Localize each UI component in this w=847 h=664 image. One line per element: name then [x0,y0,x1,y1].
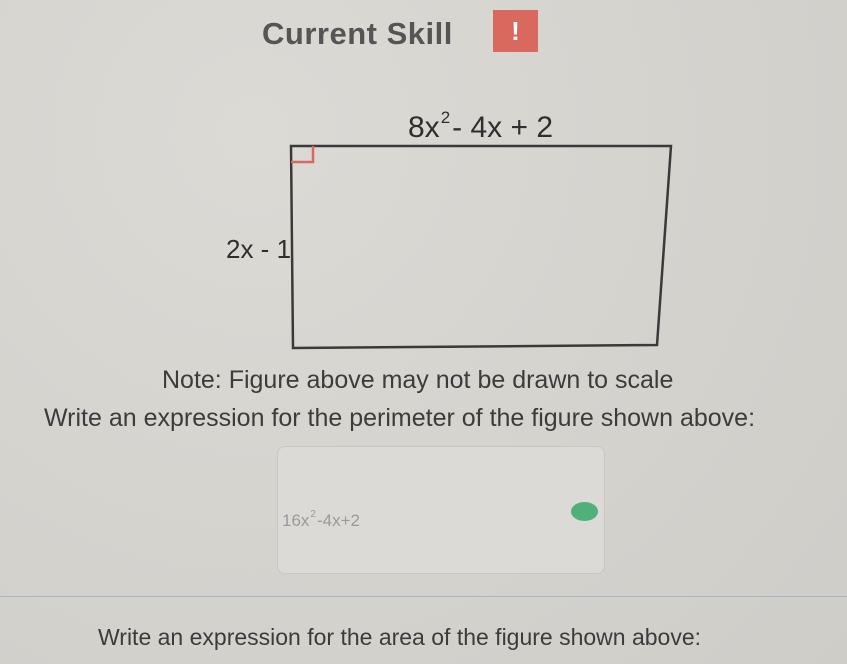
alert-badge[interactable]: ! [493,10,538,52]
perimeter-answer-value [282,509,360,531]
scale-note: Note: Figure above may not be drawn to scale [162,366,674,394]
top-label-exponent: 2 [440,108,451,127]
area-question: Write an expression for the area of the figure shown above: [98,624,702,650]
perimeter-question: Write an expression for the perimeter of the figure shown above: [44,404,756,432]
answer-rest: -4x+2 [316,511,360,530]
answer-exponent: 2 [310,509,316,520]
answer-base: 16x [282,511,310,530]
right-angle-marker [291,146,313,162]
page-title: Current Skill [262,16,453,51]
left-side-label: 2x - 1 [226,234,292,264]
correct-status-icon [571,502,598,521]
rectangle-shape [291,146,671,348]
top-label-rest: - 4x + 2 [452,111,554,144]
top-label-base: 8x [408,111,440,144]
section-divider [0,596,847,597]
